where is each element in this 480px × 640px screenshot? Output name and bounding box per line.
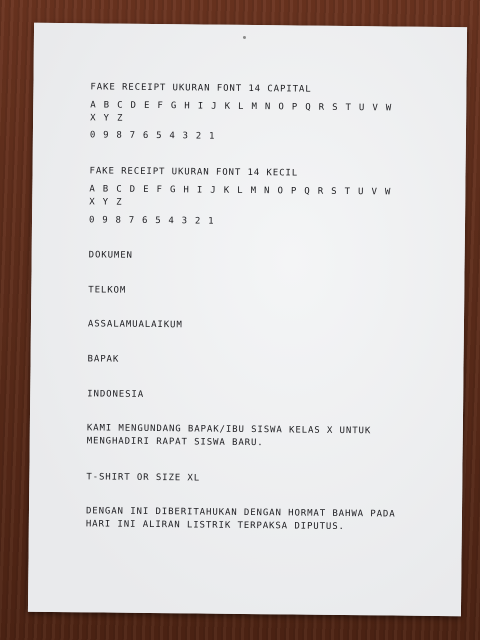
word-indonesia: INDONESIA [87,389,145,400]
invitation-paragraph: KAMI MENGUNDANG BAPAK/IBU SISWA KELAS X UNTUK MENGHADIRI RAPAT SISWA BARU. [86,423,372,449]
section1-alphabet: A B C D E F G H I J K L M N O P Q R S T U V W X Y Z [90,100,393,124]
notice-paragraph: DENGAN INI DIBERITAHUKAN DENGAN HORMAT BAHWA PADA HARI INI ALIRAN LISTRIK TERPAKSA DIPUTUS. [85,506,396,533]
section2-alphabet: A B C D E F G H I J K L M N O P Q R S T U V W X Y Z [89,184,392,208]
tshirt-line: T-SHIRT OR SIZE XL [86,472,201,484]
section2-heading: FAKE RECEIPT UKURAN FONT 14 KECIL [89,166,299,179]
section1-numbers: 0 9 8 7 6 5 4 3 2 1 [89,130,216,142]
section2-numbers: 0 9 8 7 6 5 4 3 2 1 [88,215,215,227]
paper-sheet [28,23,467,617]
word-telkom: TELKOM [88,285,127,296]
printed-text-area [85,81,420,533]
word-dokumen: DOKUMEN [88,250,133,261]
section1-heading: FAKE RECEIPT UKURAN FONT 14 CAPITAL [90,82,312,95]
staple-hole [243,36,246,39]
word-bapak: BAPAK [87,354,120,365]
word-assalamualaikum: ASSALAMUALAIKUM [87,319,183,331]
